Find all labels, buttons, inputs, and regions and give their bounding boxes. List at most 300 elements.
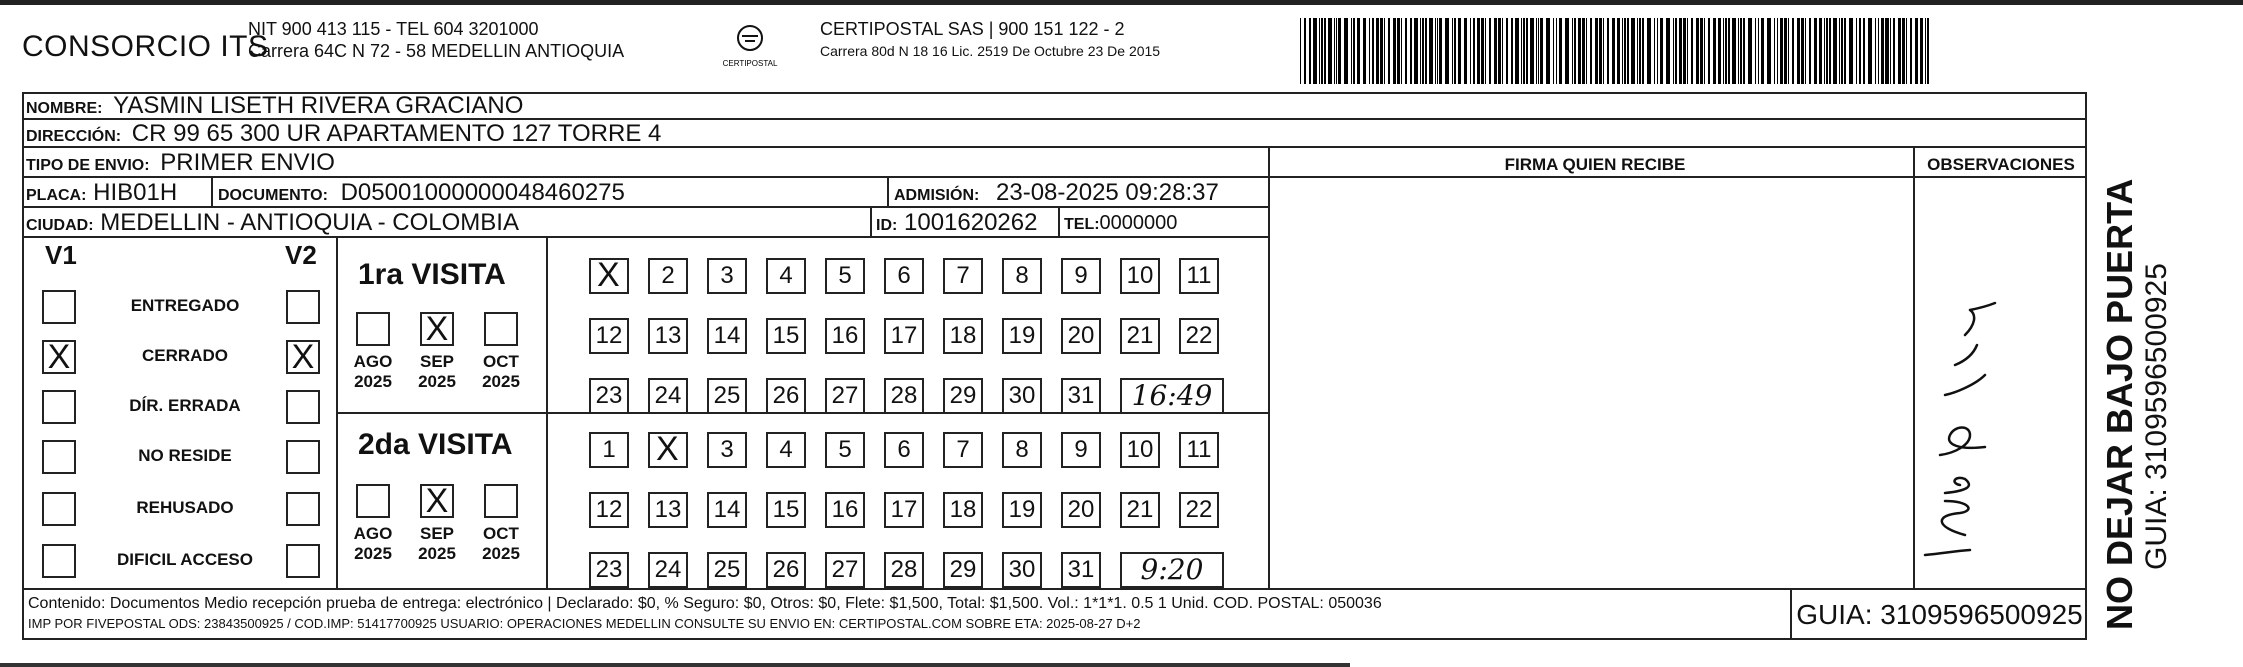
barcode-bar <box>1826 18 1828 84</box>
day-box[interactable]: 17 <box>884 492 924 528</box>
barcode-bar <box>1767 18 1771 84</box>
documento-value: D05001000000048460275 <box>340 179 625 206</box>
day-box[interactable]: 14 <box>707 492 747 528</box>
day-box[interactable]: 14 <box>707 318 747 354</box>
day-mark: X <box>656 430 679 468</box>
barcode-bar <box>1829 18 1832 84</box>
day-box[interactable]: 11 <box>1179 432 1219 468</box>
barcode-bar <box>1470 18 1471 84</box>
tipo-value: PRIMER ENVIO <box>160 149 335 176</box>
barcode-bar <box>1839 18 1840 84</box>
barcode-bar <box>1523 18 1525 84</box>
day-box[interactable]: 21 <box>1120 318 1160 354</box>
barcode-bar <box>1624 18 1626 84</box>
nombre-label: NOMBRE: <box>26 100 103 117</box>
v1-checkbox[interactable] <box>42 290 76 324</box>
barcode-bar <box>1801 18 1805 84</box>
v1-checkbox[interactable] <box>42 492 76 526</box>
v1-checkbox[interactable]: X <box>42 340 76 374</box>
day-box[interactable]: 26 <box>766 378 806 414</box>
v2-checkbox[interactable] <box>286 492 320 526</box>
barcode-bar <box>1494 18 1497 84</box>
ciudad-value: MEDELLIN - ANTIOQUIA - COLOMBIA <box>100 209 519 236</box>
barcode-bar <box>1687 18 1688 84</box>
month-name: AGO <box>353 352 393 371</box>
day-box[interactable]: 24 <box>648 378 688 414</box>
barcode-bar <box>1309 18 1312 84</box>
barcode-bar <box>1654 18 1655 84</box>
month-name: SEP <box>419 524 455 543</box>
address-line: Carrera 64C N 72 - 58 MEDELLIN ANTIOQUIA <box>248 41 625 61</box>
placa-divider <box>211 178 213 208</box>
tipo-label: TIPO DE ENVIO: <box>26 157 150 174</box>
day-box[interactable]: 29 <box>943 378 983 414</box>
day-box[interactable]: 5 <box>825 258 865 294</box>
barcode-bar <box>1755 18 1756 84</box>
nombre-value: YASMIN LISETH RIVERA GRACIANO <box>113 92 524 119</box>
barcode-bar <box>1696 18 1699 84</box>
barcode-bar <box>1725 18 1727 84</box>
barcode-bar <box>1410 18 1413 84</box>
barcode-bar <box>1546 18 1550 84</box>
month-year: 2025 <box>482 372 520 391</box>
day-box[interactable]: 9 <box>1061 258 1101 294</box>
day-box[interactable]: 7 <box>943 432 983 468</box>
barcode-bar <box>1393 18 1396 84</box>
barcode-bar <box>1748 18 1752 84</box>
side-warning: NO DEJAR BAJO PUERTA <box>2099 178 2140 630</box>
day-box[interactable]: 4 <box>766 432 806 468</box>
barcode-bar <box>1673 18 1674 84</box>
barcode-bar <box>1631 18 1635 84</box>
barcode-bar <box>1321 18 1323 84</box>
month-label <box>411 524 463 564</box>
day-box[interactable]: 6 <box>884 432 924 468</box>
barcode-bar <box>1313 18 1317 84</box>
day-box[interactable]: 9 <box>1061 432 1101 468</box>
barcode-bar <box>1506 18 1508 84</box>
v1-checkbox[interactable] <box>42 440 76 474</box>
barcode-bar <box>1454 18 1456 84</box>
tel-label: TEL: <box>1064 216 1100 233</box>
barcode-bar <box>1780 18 1783 84</box>
day-box[interactable]: 13 <box>648 492 688 528</box>
day-box[interactable]: 4 <box>766 258 806 294</box>
day-box[interactable]: 23 <box>589 378 629 414</box>
id-value: 1001620262 <box>904 209 1038 236</box>
day-box[interactable]: 28 <box>884 552 924 588</box>
status-label: REHUSADO <box>136 498 234 517</box>
admision-cell <box>894 179 1219 210</box>
barcode-bar <box>1622 18 1623 84</box>
barcode-bar <box>1797 18 1800 84</box>
barcode-bar <box>1774 18 1775 84</box>
ciudad-label: CIUDAD: <box>26 217 94 234</box>
barcode-bar <box>1401 18 1402 84</box>
barcode-bar <box>1718 18 1722 84</box>
barcode-bar <box>1328 18 1332 84</box>
barcode-bar <box>1915 18 1918 84</box>
time-field[interactable]: 9:20 <box>1120 552 1224 588</box>
barcode-bar <box>1452 18 1453 84</box>
admision-divider <box>887 178 889 208</box>
barcode-bar <box>1372 18 1374 84</box>
day-box[interactable]: 6 <box>884 258 924 294</box>
barcode-bar <box>1738 18 1739 84</box>
barcode-bar <box>1388 18 1390 84</box>
barcode-bar <box>1590 18 1592 84</box>
documento-label: DOCUMENTO: <box>218 187 328 204</box>
v1-header: V1 <box>45 240 77 270</box>
day-box[interactable]: 1 <box>589 432 629 468</box>
day-box[interactable]: 12 <box>589 318 629 354</box>
day-box[interactable]: 18 <box>943 492 983 528</box>
id-divider <box>870 208 872 238</box>
day-box[interactable]: 31 <box>1061 378 1101 414</box>
barcode-bar <box>1849 18 1853 84</box>
id-label: ID: <box>876 217 898 234</box>
barcode-bar <box>1369 18 1370 84</box>
barcode-bar <box>1536 18 1537 84</box>
barcode-bar <box>1728 18 1731 84</box>
barcode-bar <box>1526 18 1529 84</box>
barcode-bar <box>1559 18 1562 84</box>
month-checkbox[interactable] <box>484 312 518 346</box>
v1-checkbox[interactable] <box>42 390 76 424</box>
barcode-bar <box>1586 18 1587 84</box>
second-visit-title: 2da VISITA <box>358 428 513 461</box>
day-box[interactable]: 5 <box>825 432 865 468</box>
admision-label: ADMISIÓN: <box>894 187 980 204</box>
barcode-bar <box>1642 18 1645 84</box>
barcode-bar <box>1336 18 1338 84</box>
barcode-bar <box>1723 18 1724 84</box>
day-mark: X <box>597 256 620 294</box>
barcode-bar <box>1556 18 1558 84</box>
barcode-bar <box>1863 18 1866 84</box>
month-year: 2025 <box>482 544 520 563</box>
barcode-bar <box>1824 18 1825 84</box>
month-label <box>347 352 399 392</box>
barcode-bar <box>1582 18 1586 84</box>
certipostal-info <box>820 18 1160 62</box>
day-box[interactable]: 25 <box>707 378 747 414</box>
barcode-bar <box>1910 18 1912 84</box>
barcode-bar <box>1574 18 1576 84</box>
barcode-bar <box>1856 18 1857 84</box>
barcode-bar <box>1657 18 1659 84</box>
barcode-bar <box>1565 18 1569 84</box>
barcode-bar <box>1708 18 1710 84</box>
barcode-bar <box>1704 18 1705 84</box>
barcode-bar <box>1324 18 1327 84</box>
status-label: ENTREGADO <box>130 296 240 315</box>
v2-checkbox[interactable] <box>286 440 320 474</box>
barcode-bar <box>1890 18 1891 84</box>
barcode-bar <box>1809 18 1811 84</box>
day-box[interactable]: 21 <box>1120 492 1160 528</box>
day-box[interactable]: 27 <box>825 552 865 588</box>
barcode-bar <box>1397 18 1401 84</box>
day-box[interactable]: 15 <box>766 492 806 528</box>
firma-header: FIRMA QUIEN RECIBE <box>1504 155 1686 174</box>
barcode-bar <box>1639 18 1641 84</box>
barcode-bar <box>1458 18 1461 84</box>
barcode-bar <box>1300 18 1301 84</box>
day-box[interactable]: 2 <box>648 258 688 294</box>
barcode-bar <box>1445 18 1449 84</box>
barcode-bar <box>1363 18 1367 84</box>
nit-line: NIT 900 413 115 - TEL 604 3201000 <box>248 19 539 39</box>
barcode-bar <box>1902 18 1906 84</box>
barcode-bar <box>1489 18 1491 84</box>
day-box[interactable]: 11 <box>1179 258 1219 294</box>
day-box[interactable]: 18 <box>943 318 983 354</box>
barcode-bar <box>1380 18 1384 84</box>
day-box[interactable]: 17 <box>884 318 924 354</box>
admision-value: 23-08-2025 09:28:37 <box>996 179 1219 206</box>
barcode-bar <box>1485 18 1486 84</box>
barcode-bar <box>1572 18 1573 84</box>
month-label <box>347 524 399 564</box>
day-box[interactable]: 31 <box>1061 552 1101 588</box>
day-box[interactable]: 15 <box>766 318 806 354</box>
barcode-bar <box>1788 18 1789 84</box>
day-box[interactable]: 20 <box>1061 318 1101 354</box>
barcode-bar <box>1700 18 1704 84</box>
certipostal-line1: CERTIPOSTAL SAS | 900 151 122 - 2 <box>820 19 1125 39</box>
barcode-bar <box>1414 18 1418 84</box>
barcode-bar <box>1429 18 1433 84</box>
footer-line1: Contenido: Documentos Medio recepción prueba de entrega: electrónico | Declarado: $0, % Seguro: $0, Otros: $0, Flete: $1,500, Total: $1,500. Vol.: 1*1*1. 0.5 1 Unid. COD. POSTAL: 050036 <box>28 595 1382 612</box>
day-box[interactable]: 3 <box>707 258 747 294</box>
day-box[interactable]: 25 <box>707 552 747 588</box>
footer-line2: IMP POR FIVEPOSTAL ODS: 23843500925 / COD.IMP: 51417700925 USUARIO: OPERACIONES MEDELLIN CONSULTE SU ENVIO EN: CERTIPOSTAL.COM SOBRE ETA: 2025-08-27 D+2 <box>28 616 1141 631</box>
barcode-bar <box>1666 18 1670 84</box>
month-name: AGO <box>353 524 393 543</box>
barcode-bar <box>1675 18 1677 84</box>
barcode-bar <box>1603 18 1604 84</box>
day-box[interactable]: 30 <box>1002 378 1042 414</box>
barcode-bar <box>1511 18 1514 84</box>
month-checkbox[interactable] <box>356 312 390 346</box>
month-name: OCT <box>483 352 519 371</box>
direccion-row <box>22 120 2087 148</box>
barcode-bar <box>1875 18 1876 84</box>
day-box[interactable]: 29 <box>943 552 983 588</box>
month-checkbox[interactable] <box>484 484 518 518</box>
day-box[interactable]: 12 <box>589 492 629 528</box>
barcode-bar <box>1553 18 1554 84</box>
barcode-bar <box>1612 18 1615 84</box>
month-label <box>475 524 527 564</box>
barcode-bar <box>1805 18 1806 84</box>
day-box[interactable]: 20 <box>1061 492 1101 528</box>
status-label: CERRADO <box>142 346 228 365</box>
side-text <box>2100 179 2174 630</box>
day-box[interactable]: 10 <box>1120 258 1160 294</box>
barcode-bar <box>1376 18 1379 84</box>
day-box[interactable]: 30 <box>1002 552 1042 588</box>
barcode-bar <box>1743 18 1746 84</box>
logo-text: CERTIPOSTAL <box>722 59 778 68</box>
barcode-bar <box>1334 18 1335 84</box>
barcode-bar <box>1637 18 1638 84</box>
barcode-bar <box>1920 18 1924 84</box>
id-cell <box>876 209 1037 240</box>
barcode-bar <box>1784 18 1788 84</box>
v2-checkbox[interactable]: X <box>286 340 320 374</box>
day-box[interactable]: 24 <box>648 552 688 588</box>
day-box[interactable]: 13 <box>648 318 688 354</box>
barcode-bar <box>1481 18 1485 84</box>
footer <box>22 590 1382 634</box>
barcode-bar <box>1439 18 1442 84</box>
barcode-bar <box>1538 18 1540 84</box>
month-name: SEP <box>419 352 455 371</box>
guia-box: GUIA: 3109596500925 <box>1790 590 2087 640</box>
side-guia: GUIA: 3109596500925 <box>2140 263 2173 570</box>
barcode-bar <box>1464 18 1468 84</box>
barcode-bar <box>1627 18 1630 84</box>
barcode-bar <box>1679 18 1682 84</box>
month-checkbox[interactable]: X <box>420 484 454 518</box>
barcode-bar <box>1498 18 1502 84</box>
barcode-bar <box>1819 18 1823 84</box>
barcode-bar <box>1713 18 1716 84</box>
barcode-bar <box>1338 18 1341 84</box>
barcode-bar <box>1617 18 1621 84</box>
documento-cell <box>218 179 625 210</box>
first-visit-title: 1ra VISITA <box>358 258 506 291</box>
barcode-bar <box>1660 18 1663 84</box>
signature-text: Lina del Valle <box>1915 265 1921 266</box>
month-checkbox[interactable] <box>356 484 390 518</box>
barcode-bar <box>1425 18 1428 84</box>
barcode-bar <box>1927 18 1929 84</box>
company-name: CONSORCIO ITS <box>22 30 269 63</box>
bottom-rule <box>0 663 1350 667</box>
barcode-bar <box>1515 18 1519 84</box>
month-year: 2025 <box>418 372 456 391</box>
barcode-bar <box>1422 18 1424 84</box>
barcode-bar <box>1420 18 1421 84</box>
barcode-bar <box>1540 18 1543 84</box>
barcode-bar <box>1792 18 1794 84</box>
day-box[interactable]: 23 <box>589 552 629 588</box>
day-box[interactable]: 10 <box>1120 432 1160 468</box>
barcode-bar <box>1473 18 1475 84</box>
month-name: OCT <box>483 524 519 543</box>
barcode-bar <box>1353 18 1355 84</box>
barcode-bar <box>1814 18 1817 84</box>
day-box[interactable]: 28 <box>884 378 924 414</box>
barcode-bar <box>1906 18 1907 84</box>
barcode-bar <box>1758 18 1760 84</box>
barcode-bar <box>1384 18 1385 84</box>
barcode-bar <box>1502 18 1503 84</box>
barcode-bar <box>1477 18 1480 84</box>
barcode-bar <box>1435 18 1436 84</box>
barcode-bar <box>1607 18 1609 84</box>
day-box[interactable]: 26 <box>766 552 806 588</box>
barcode-bar <box>1732 18 1736 84</box>
barcode-bar <box>1437 18 1439 84</box>
barcode-bar <box>1885 18 1889 84</box>
barcode-bar <box>1351 18 1352 84</box>
day-box[interactable]: 16 <box>825 318 865 354</box>
barcode-bar <box>1405 18 1407 84</box>
v2-checkbox[interactable] <box>286 390 320 424</box>
month-checkbox[interactable]: X <box>420 312 454 346</box>
firma-left-border <box>1268 148 1270 590</box>
tel-cell <box>1064 209 1177 239</box>
month-year: 2025 <box>354 372 392 391</box>
barcode-bar <box>1777 18 1779 84</box>
barcode-bar <box>1344 18 1348 84</box>
day-box[interactable]: 8 <box>1002 432 1042 468</box>
month-label <box>475 352 527 392</box>
barcode-bar <box>1578 18 1581 84</box>
v2-checkbox[interactable] <box>286 290 320 324</box>
v2-header: V2 <box>285 240 317 270</box>
barcode-bar <box>1595 18 1598 84</box>
barcode-bar <box>1691 18 1693 84</box>
barcode-bar <box>1868 18 1872 84</box>
v2-checkbox[interactable] <box>286 544 320 578</box>
tipo-row <box>22 148 1268 178</box>
day-box[interactable]: 27 <box>825 378 865 414</box>
day-box[interactable]: 19 <box>1002 318 1042 354</box>
header-divider <box>1268 176 2087 178</box>
barcode-bar <box>1878 18 1880 84</box>
barcode-bar <box>1893 18 1895 84</box>
direccion-label: DIRECCIÓN: <box>26 128 122 145</box>
observaciones-header: OBSERVACIONES <box>1927 155 2075 174</box>
barcode <box>1300 18 1930 84</box>
top-rule <box>0 0 2243 5</box>
signature <box>1915 265 2025 565</box>
barcode-bar <box>1898 18 1901 84</box>
status-label: NO RESIDE <box>138 446 232 465</box>
status-label: DÍR. ERRADA <box>129 396 241 415</box>
barcode-bar <box>1841 18 1843 84</box>
day-box[interactable]: 7 <box>943 258 983 294</box>
day-box[interactable]: 22 <box>1179 318 1219 354</box>
barcode-bar <box>1530 18 1534 84</box>
tel-value: 0000000 <box>1099 212 1178 234</box>
placa-label: PLACA: <box>26 187 87 204</box>
barcode-bar <box>1761 18 1764 84</box>
month-year: 2025 <box>418 544 456 563</box>
barcode-bar <box>1740 18 1742 84</box>
v1-checkbox[interactable] <box>42 544 76 578</box>
company-info <box>248 18 624 62</box>
day-box[interactable]: 19 <box>1002 492 1042 528</box>
barcode-bar <box>1599 18 1603 84</box>
time-field[interactable]: 16:49 <box>1120 378 1224 414</box>
placa-value: HIB01H <box>93 179 178 206</box>
day-box[interactable]: 22 <box>1179 492 1219 528</box>
day-box[interactable]: 3 <box>707 432 747 468</box>
certipostal-line2: Carrera 80d N 18 16 Lic. 2519 De Octubre 23 De 2015 <box>820 43 1161 59</box>
barcode-bar <box>1521 18 1522 84</box>
nombre-row <box>22 92 2087 120</box>
barcode-bar <box>1844 18 1847 84</box>
day-box[interactable]: 8 <box>1002 258 1042 294</box>
day-box[interactable]: 16 <box>825 492 865 528</box>
barcode-bar <box>1925 18 1926 84</box>
